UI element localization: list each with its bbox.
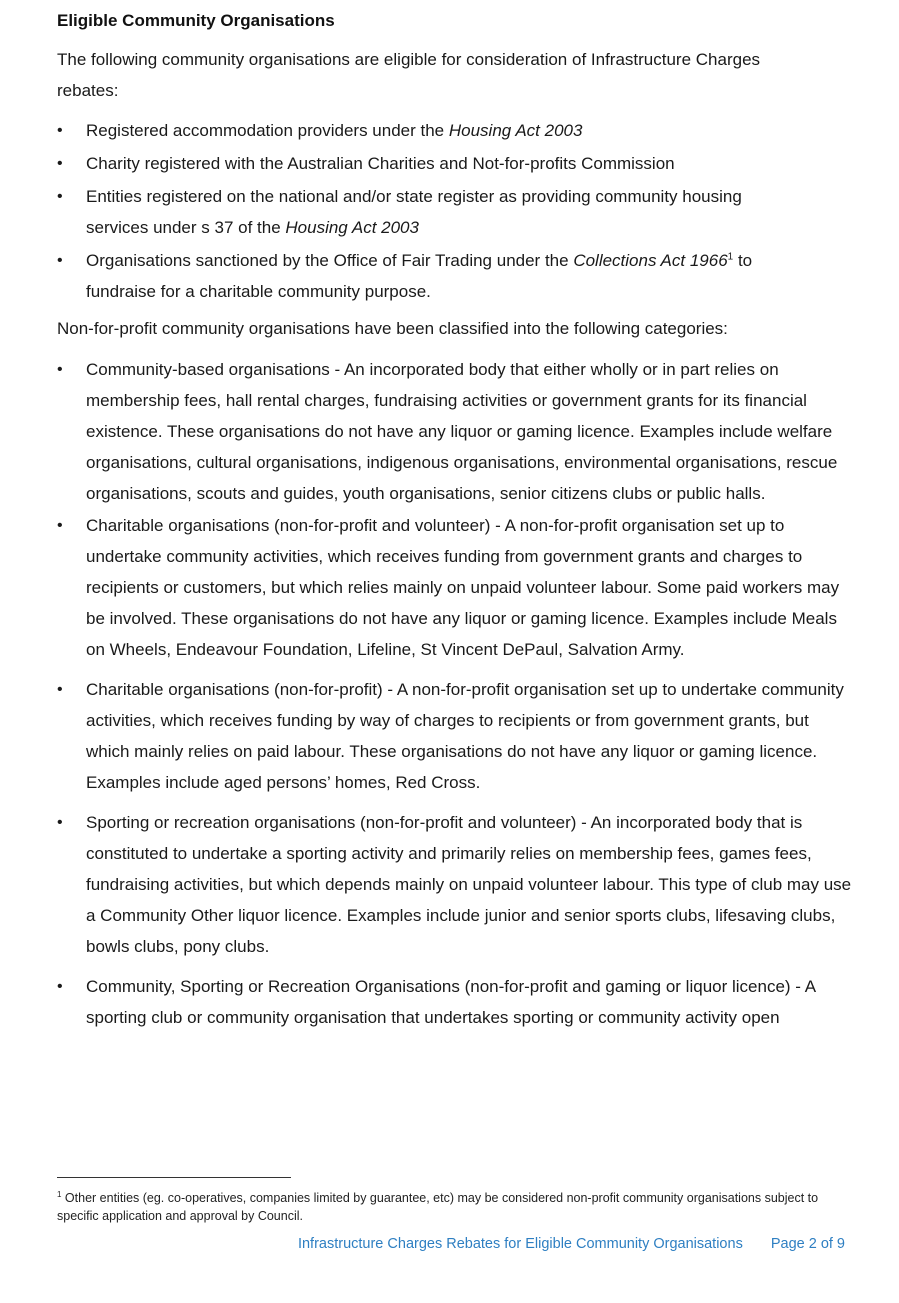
footnote-marker: 1 bbox=[57, 1189, 62, 1199]
list-item: • Registered accommodation providers under the Housing Act 2003 bbox=[57, 115, 857, 146]
intro-paragraph: The following community organisations are eligible for consideration of Infrastructure Charges rebates: bbox=[57, 50, 761, 100]
list-item: • Charity registered with the Australian Charities and Not-for-profits Commission bbox=[57, 148, 857, 179]
eligible-organisations-list bbox=[57, 115, 857, 307]
list-item: • Charitable organisations (non-for-profit and volunteer) - A non-for-profit organisation set up to undertake community activities, which receives funding from government grants and charges to recipients or customers, but which relies mainly on unpaid volunteer labour. Some paid workers may be involved. These organisations do not have any liquor or gaming licence. Examples include Meals on Wheels, Endeavour Foundation, Lifeline, St Vincent DePaul, Salvation Army. bbox=[57, 510, 857, 665]
list-item: • Sporting or recreation organisations (non-for-profit and volunteer) - An incorporated body that is constituted to undertake a sporting activity and primarily relies on membership fees, games fees, fundraising activities, but which depends mainly on unpaid volunteer labour. This type of club may use a Community Other liquor licence. Examples include junior and senior sports clubs, lifesaving clubs, bowls clubs, pony clubs. bbox=[57, 807, 857, 962]
footnote-reference: 1 bbox=[727, 251, 734, 263]
list-item: • Organisations sanctioned by the Office of Fair Trading under the Collections Act 1966$^1$ to fundraise for a charitable community purpose. bbox=[57, 245, 857, 307]
section-heading: Eligible Community Organisations bbox=[57, 11, 335, 30]
list-item: • Entities registered on the national and/or state register as providing community housing services under s 37 of the Housing Act 2003 bbox=[57, 181, 857, 243]
footnote-text: Other entities (eg. co-operatives, companies limited by guarantee, etc) may be considered non-profit community organisations subject to specific application and approval by Council. bbox=[57, 1191, 819, 1223]
footnote bbox=[57, 1189, 857, 1225]
list-item: • Community-based organisations - An incorporated body that either wholly or in part relies on membership fees, hall rental charges, fundraising activities or government grants for its financial existence. These organisations do not have any liquor or gaming licence. Examples include welfare organisations, cultural organisations, indigenous organisations, environmental organisations, rescue organisations, scouts and guides, youth organisations, senior citizens clubs or public halls. bbox=[57, 354, 857, 509]
page-footer bbox=[298, 1236, 845, 1252]
list-item: • Community, Sporting or Recreation Organisations (non-for-profit and gaming or liquor licence) - A sporting club or community organisation that undertakes sporting or community activity open bbox=[57, 971, 857, 1033]
footer-document-title: Infrastructure Charges Rebates for Eligible Community Organisations bbox=[297, 1236, 743, 1252]
page-number: Page 2 of 9 bbox=[770, 1236, 845, 1252]
list-item: • Charitable organisations (non-for-profit) - A non-for-profit organisation set up to undertake community activities, which receives funding by way of charges to recipients or from government grants, but which mainly relies on paid labour. These organisations do not have any liquor or gaming licence. Examples include aged persons’ homes, Red Cross. bbox=[57, 674, 857, 798]
categories-intro-paragraph: Non-for-profit community organisations have been classified into the following categories: bbox=[57, 319, 728, 338]
categories-list bbox=[57, 354, 857, 1033]
footnote-divider bbox=[57, 1177, 291, 1178]
